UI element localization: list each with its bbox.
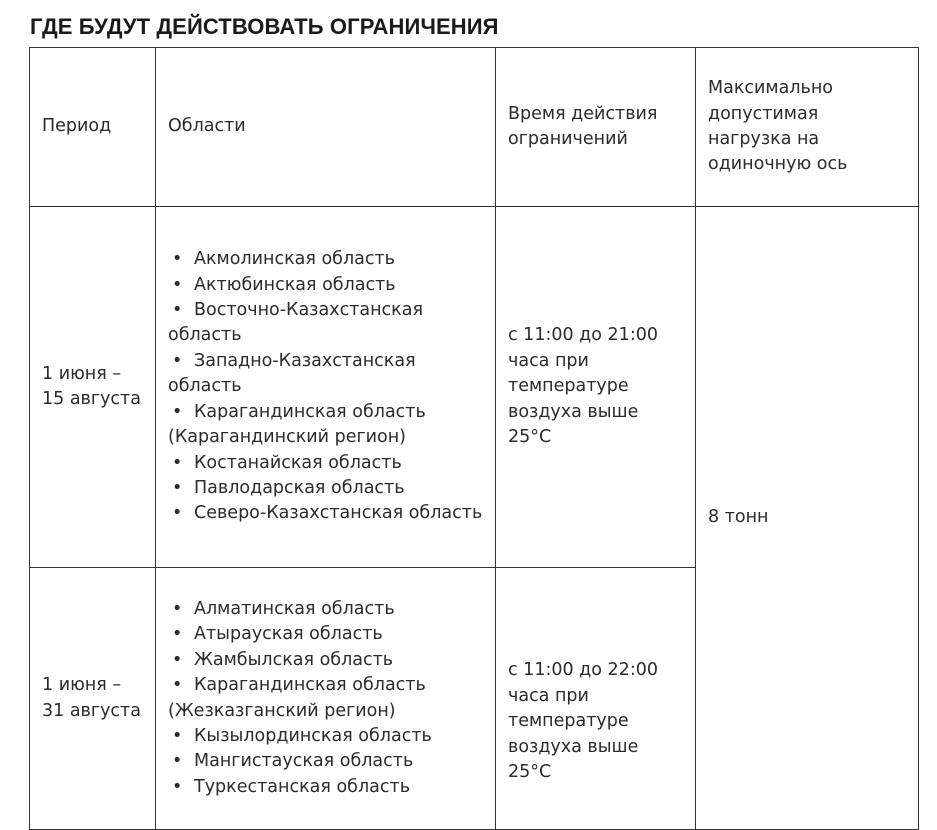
region-name: Северо-Казахстанская область — [194, 503, 483, 524]
bullet-icon: • — [172, 274, 183, 295]
region-list — [168, 597, 483, 800]
bullet-icon: • — [172, 776, 183, 797]
region-name: Павлодарская область — [194, 477, 405, 498]
list-item — [168, 724, 483, 749]
table-header-row — [30, 48, 919, 207]
bullet-icon: • — [172, 675, 183, 696]
list-item — [168, 501, 483, 526]
bullet-icon: • — [172, 598, 183, 619]
list-item — [168, 451, 483, 476]
header-load: Максимально допустимая нагрузка на одиночную ось — [696, 48, 919, 207]
region-name: Актюбинская область — [194, 274, 396, 295]
load-cell: 8 тонн — [696, 207, 919, 830]
region-name: Акмолинская область — [194, 249, 395, 270]
bullet-icon: • — [172, 649, 183, 670]
list-item — [168, 476, 483, 501]
list-item — [168, 400, 483, 451]
bullet-icon: • — [172, 300, 183, 321]
time-cell: с 11:00 до 22:00 часа при температуре воздуха выше 25°C — [496, 568, 696, 830]
region-name: Мангистауская область — [194, 751, 414, 772]
region-name: Атырауская область — [194, 624, 383, 645]
bullet-icon: • — [172, 477, 183, 498]
region-name: Карагандинская область (Карагандинский регион) — [168, 401, 426, 448]
regions-cell — [156, 568, 496, 830]
header-regions: Области — [156, 48, 496, 207]
bullet-icon: • — [172, 249, 183, 270]
region-name: Костанайская область — [194, 452, 402, 473]
bullet-icon: • — [172, 503, 183, 524]
region-name: Восточно-Казахстанская область — [168, 300, 423, 346]
time-cell: с 11:00 до 21:00 часа при температуре воздуха выше 25°C — [496, 207, 696, 568]
table-row — [30, 207, 919, 568]
bullet-icon: • — [172, 350, 183, 371]
regions-cell — [156, 207, 496, 568]
header-period: Период — [30, 48, 156, 207]
header-time: Время действия ограничений — [496, 48, 696, 207]
region-list — [168, 247, 483, 526]
region-name: Карагандинская область (Жезказганский регион) — [168, 675, 426, 721]
bullet-icon: • — [172, 401, 183, 422]
bullet-icon: • — [172, 751, 183, 772]
list-item — [168, 247, 483, 272]
list-item — [168, 775, 483, 800]
list-item — [168, 273, 483, 298]
list-item — [168, 298, 483, 349]
bullet-icon: • — [172, 624, 183, 645]
bullet-icon: • — [172, 725, 183, 746]
list-item — [168, 673, 483, 724]
region-name: Западно-Казахстанская область — [168, 350, 416, 397]
list-item — [168, 622, 483, 647]
page-title: ГДЕ БУДУТ ДЕЙСТВОВАТЬ ОГРАНИЧЕНИЯ — [30, 14, 499, 39]
list-item — [168, 648, 483, 673]
period-cell: 1 июня – 15 августа — [30, 207, 156, 568]
region-name: Туркестанская область — [194, 776, 411, 797]
period-cell: 1 июня – 31 августа — [30, 568, 156, 830]
restrictions-table — [29, 47, 919, 830]
list-item — [168, 749, 483, 774]
list-item — [168, 349, 483, 400]
list-item — [168, 597, 483, 622]
bullet-icon: • — [172, 452, 183, 473]
region-name: Алматинская область — [194, 598, 395, 619]
region-name: Кызылординская область — [194, 725, 432, 746]
region-name: Жамбылская область — [194, 649, 394, 670]
